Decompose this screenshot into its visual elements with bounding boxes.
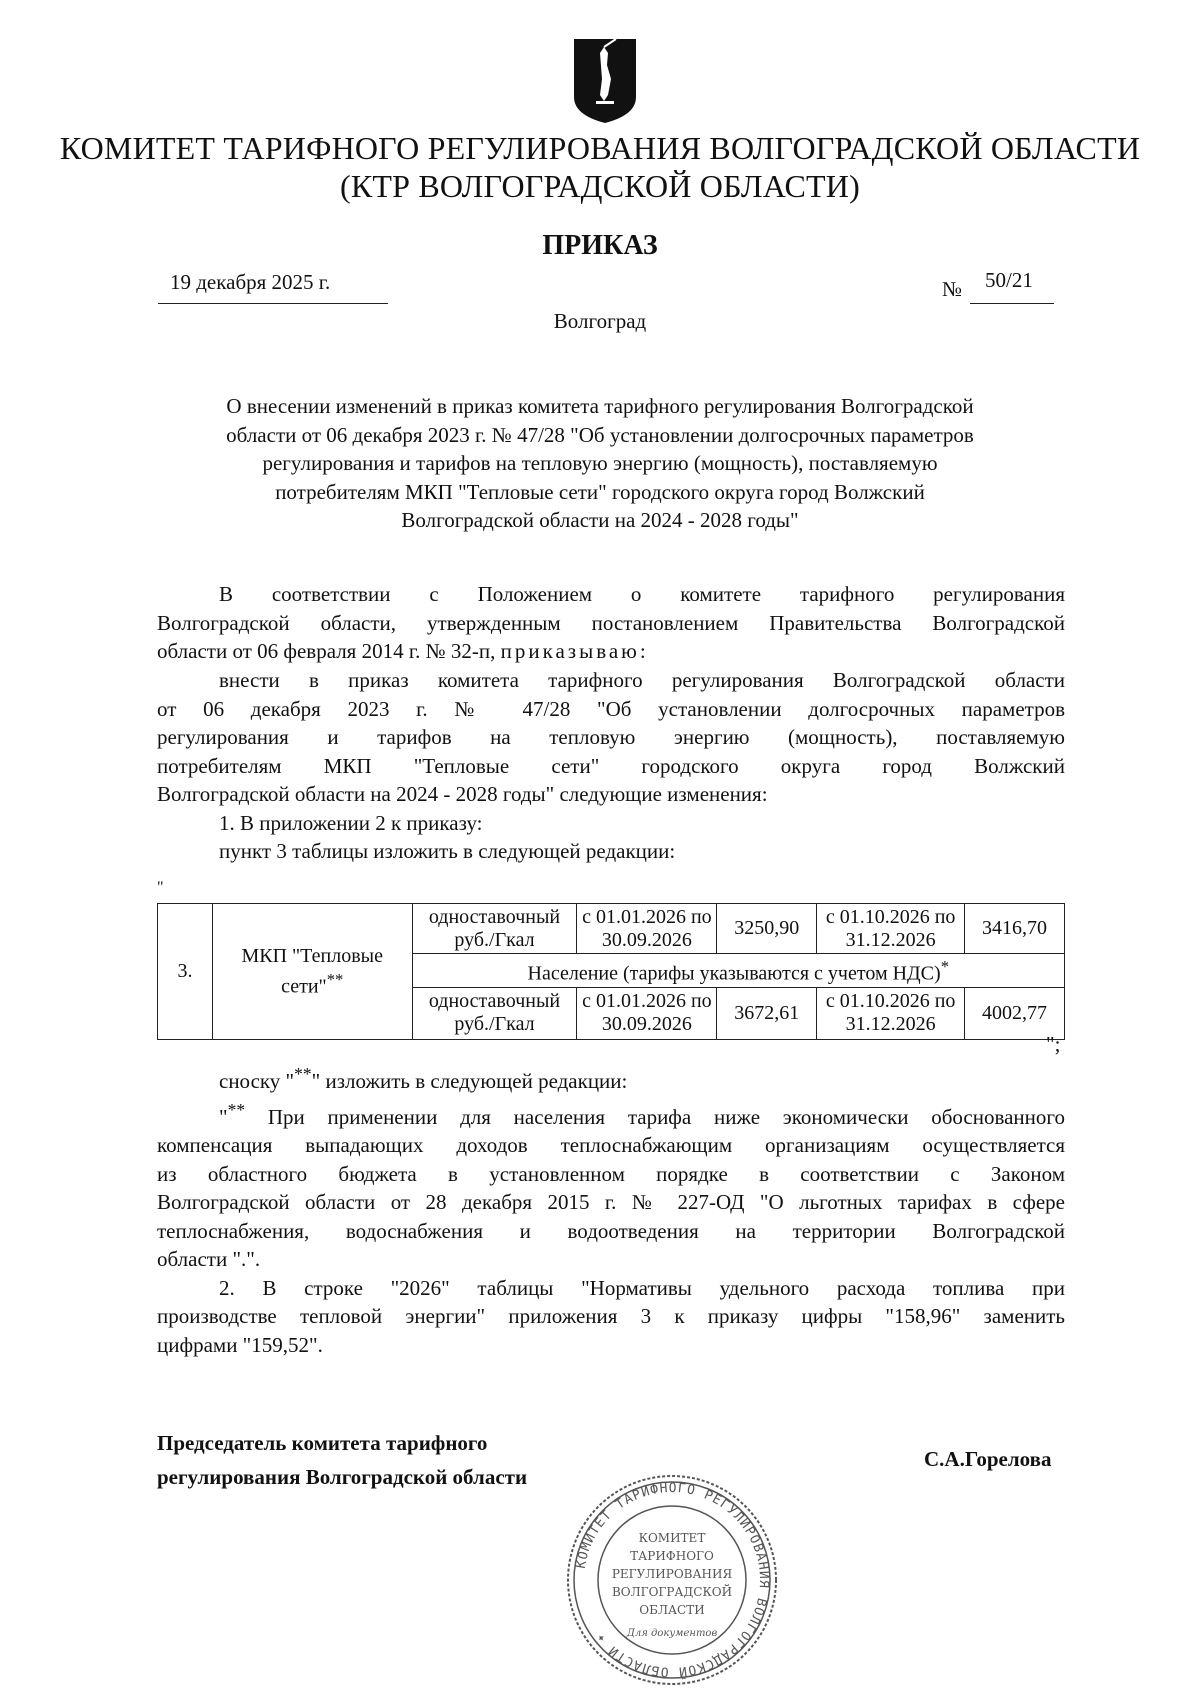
value-cell: 3672,61 — [717, 987, 817, 1039]
preamble-line-text: области от 06 февраля 2014 г. № 32-п, — [157, 639, 496, 663]
preamble-line: Волгоградской области, утвержденным постановлением Правительства Волгоградской — [157, 610, 1065, 635]
population-label: Население (тарифы указываются с учетом НДС) — [527, 962, 941, 985]
subject-line: О внесении изменений в приказ комитета тарифного регулирования Волгоградской — [226, 394, 974, 418]
preamble-line — [157, 637, 1065, 666]
number-sign: № — [942, 277, 963, 301]
footnote-intro — [157, 1060, 1065, 1096]
footnote-text: При применении для населения тарифа ниже экономически обоснованного — [245, 1104, 1065, 1129]
preamble — [157, 580, 1065, 666]
coat-of-arms-emblem — [570, 35, 640, 125]
table-open-quote: " — [157, 879, 164, 896]
item-2-line: производстве тепловой энергии" приложения 3 к приказу цифры "158,96" заменить — [157, 1304, 1065, 1328]
svg-text:РЕГУЛИРОВАНИЯ: РЕГУЛИРОВАНИЯ — [611, 1567, 733, 1581]
subject-line: потребителям МКП "Тепловые сети" городского округа город Волжский — [275, 479, 925, 504]
amend-line: внести в приказ комитета тарифного регулирования Волгоградской области — [219, 668, 1065, 692]
tariff-type-cell: одноставочный руб./Гкал — [412, 904, 577, 954]
item-1: 1. В приложении 2 к приказу: — [219, 810, 483, 835]
org-name-line1: КОМИТЕТ ТАРИФНОГО РЕГУЛИРОВАНИЯ ВОЛГОГРАДСКОЙ ОБЛАСТИ — [59, 130, 1141, 166]
footnote-line: области ".". — [157, 1247, 261, 1271]
tariff-table — [157, 903, 1065, 1040]
document-type-title: ПРИКАЗ — [542, 230, 658, 261]
number-underline — [970, 303, 1054, 304]
period-cell: с 01.10.2026 по 31.12.2026 — [817, 904, 965, 954]
period-cell: с 01.01.2026 по 30.09.2026 — [577, 904, 717, 954]
footnote-intro-b: " изложить в следующей редакции: — [311, 1069, 628, 1093]
document-date: 19 декабря 2025 г. — [170, 270, 331, 294]
subject-line: Волгоградской области на 2024 - 2028 годы" — [401, 508, 799, 532]
city-name: Волгоград — [553, 309, 647, 333]
footnote-line: Волгоградской области от 28 декабря 2015 г. № 227-ОД "О льготных тарифах в сфере — [157, 1190, 1065, 1214]
row-number-cell: 3. — [158, 904, 213, 1040]
value-cell: 3416,70 — [965, 904, 1065, 954]
footnote-line — [157, 1096, 1065, 1132]
org-name-sup: ** — [326, 969, 344, 989]
official-seal-stamp — [562, 1470, 782, 1690]
order-subject — [150, 392, 1050, 535]
footnote-line: компенсация выпадающих доходов теплоснабжающим организациям осуществляется — [157, 1133, 1065, 1157]
org-name-line2: (КТР ВОЛГОГРАДСКОЙ ОБЛАСТИ) — [340, 168, 860, 204]
period-cell: с 01.10.2026 по 31.12.2026 — [817, 987, 965, 1039]
footnote-line: теплоснабжения, водоснабжения и водоотведения на территории Волгоградской — [157, 1218, 1065, 1243]
amend-line: от 06 декабря 2023 г. № 47/28 "Об установлении долгосрочных параметров — [157, 696, 1065, 721]
preamble-verb: приказываю: — [500, 639, 649, 663]
preamble-line: В соответствии с Положением о комитете тарифного регулирования — [219, 582, 1065, 606]
footnote-open-quote: " — [219, 1104, 228, 1129]
item-2-line: 2. В строке "2026" таблицы "Нормативы удельного расхода топлива при — [219, 1275, 1065, 1300]
amend-line: Волгоградской области на 2024 - 2028 годы" следующие изменения: — [157, 782, 768, 806]
signatory-title-line: регулирования Волгоградской области — [157, 1465, 528, 1489]
item-2-line: цифрами "159,52". — [157, 1332, 323, 1357]
svg-text:ВОЛГОГРАДСКОЙ: ВОЛГОГРАДСКОЙ — [611, 1585, 733, 1599]
value-cell: 4002,77 — [965, 987, 1065, 1039]
svg-text:КОМИТЕТ: КОМИТЕТ — [638, 1531, 706, 1545]
org-name-cell — [212, 904, 412, 1040]
signatory-title — [157, 1426, 527, 1494]
value-cell: 3250,90 — [717, 904, 817, 954]
amend-line: потребителям МКП "Тепловые сети" городского округа город Волжский — [157, 753, 1065, 778]
svg-text:ОБЛАСТИ: ОБЛАСТИ — [639, 1603, 705, 1617]
subject-line: регулирования и тарифов на тепловую энергию (мощность), поставляемую — [262, 451, 938, 475]
subject-line: области от 06 декабря 2023 г. № 47/28 "Об установлении долгосрочных параметров — [226, 422, 974, 447]
org-name-text: МКП "Тепловые сети" — [241, 944, 383, 998]
footnote-intro-a: сноску " — [219, 1069, 295, 1093]
date-underline — [158, 303, 388, 304]
document-number: 50/21 — [985, 268, 1033, 292]
population-sup: * — [940, 957, 950, 976]
table-row — [158, 904, 1065, 954]
signatory-title-line: Председатель комитета тарифного — [157, 1431, 488, 1455]
amend-line: регулирования и тарифов на тепловую энергию (мощность), поставляемую — [157, 725, 1065, 749]
footnote-intro-sup: ** — [294, 1064, 312, 1084]
item-1-sub: пункт 3 таблицы изложить в следующей редакции: — [219, 839, 676, 863]
amendment-paragraph — [157, 666, 1065, 866]
footnote-sup: ** — [227, 1099, 246, 1120]
footnote-paragraph — [157, 1060, 1065, 1359]
tariff-type-cell: одноставочный руб./Гкал — [412, 987, 577, 1039]
footnote-line: из областного бюджета в установленном порядке в соответствии с Законом — [157, 1161, 1065, 1186]
table-close-quote: "; — [1046, 1032, 1061, 1056]
population-cell — [412, 954, 1064, 988]
svg-text:Для документов: Для документов — [626, 1628, 718, 1639]
svg-text:ТАРИФНОГО: ТАРИФНОГО — [630, 1549, 714, 1563]
period-cell: с 01.01.2026 по 30.09.2026 — [577, 987, 717, 1039]
svg-text:КОМИТЕТ ТАРИФНОГО РЕГУЛИРОВАНИ: КОМИТЕТ ТАРИФНОГО РЕГУЛИРОВАНИЯ ВОЛГОГРАДСКОЙ ОБЛАСТИ ✦ — [573, 1480, 772, 1680]
signatory-name: С.А.Горелова — [924, 1447, 1052, 1471]
